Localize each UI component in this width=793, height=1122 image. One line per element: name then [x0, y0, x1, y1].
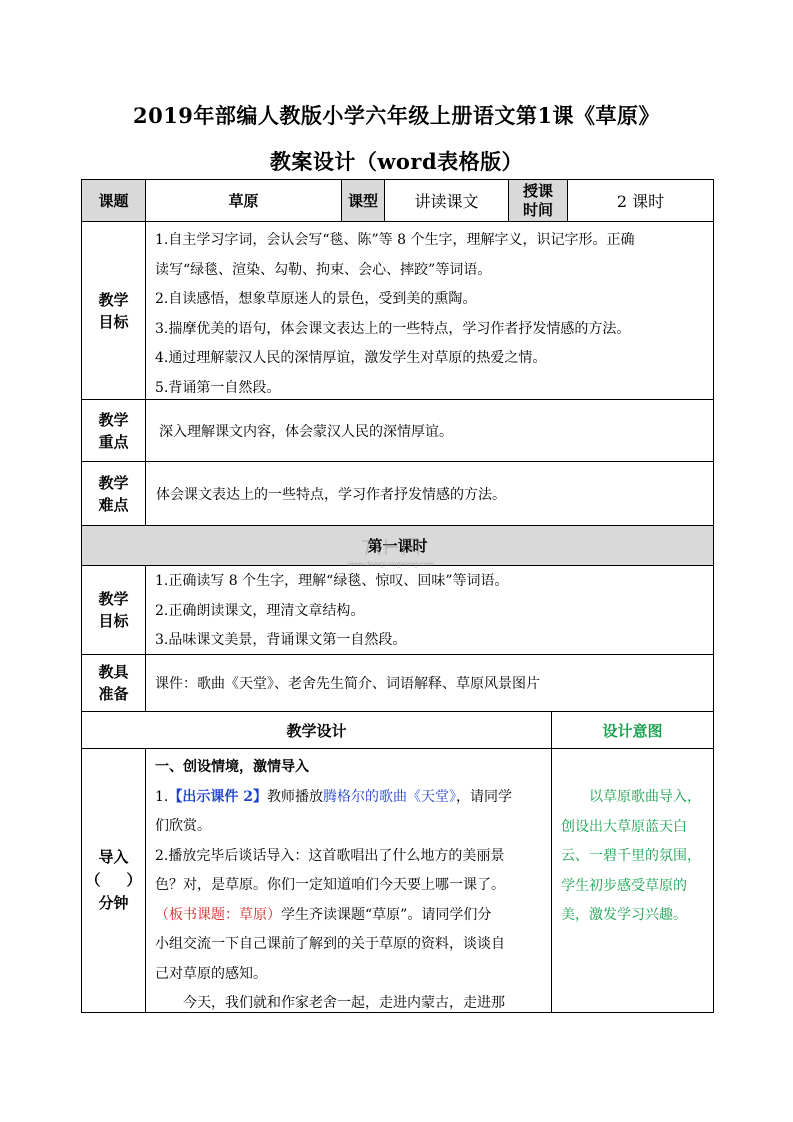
lesson-goal-item: 2.正确朗读课文，理清文章结构。: [155, 602, 365, 619]
focus-label-cell: [81, 400, 146, 462]
materials-label-cell: [81, 655, 146, 712]
intro-p2-line-3: [155, 901, 547, 931]
design-header-right: 设计意图: [552, 712, 714, 749]
intro-content-cell: [146, 749, 552, 1013]
intro-label-cell: [81, 749, 146, 1013]
intro-paragraph-1: [155, 783, 547, 813]
intro-p2-line-5: 己对草原的感知。: [155, 965, 267, 982]
intent-line: 创设出大草原蓝天白: [561, 818, 687, 835]
goal-item: 读写“绿毯、渲染、勾勒、拘束、会心、摔跤”等词语。: [155, 261, 492, 278]
intent-line: 云、一碧千里的氛围，: [561, 848, 701, 864]
intro-p1-end-a: ，请同学: [455, 788, 512, 805]
topic-label-cell: 课题: [81, 179, 146, 222]
hours-value-cell: 2 课时: [568, 179, 714, 222]
watermark-text: www.dearguangwang.com: [347, 560, 435, 568]
goals-label-cell: [81, 222, 146, 400]
type-value-cell: 讲读课文: [385, 179, 509, 222]
intro-paragraph-3: 今天，我们就和作家老舍一起，走进内蒙古，走进那: [183, 995, 505, 1011]
difficulty-label-line-1: 教学: [98, 473, 129, 492]
design-header-left: 教学设计: [81, 712, 552, 749]
intro-p1-mid: 教师播放: [266, 788, 323, 805]
difficulty-text: 体会课文表达上的一些特点，学习作者抒发情感的方法。: [156, 486, 506, 503]
intro-p2-line-4: 小组交流一下自己课前了解到的关于草原的资料，谈谈自: [155, 936, 505, 952]
hours-label-line-2: 时间: [522, 200, 553, 219]
goals-content-cell: [146, 222, 714, 400]
intro-p2-line-1: 2.播放完毕后谈话导入：这首歌唱出了什么地方的美丽景: [155, 847, 505, 864]
goals-label-line-2: 目标: [98, 312, 129, 331]
intent-line: 美，激发学习兴趣。: [561, 907, 687, 923]
focus-text: 深入理解课文内容，体会蒙汉人民的深情厚谊。: [159, 423, 453, 440]
document-title-line-2: 教案设计（word表格版）: [269, 149, 524, 174]
topic-value-cell: 草原: [146, 179, 342, 222]
goals-label-line-1: 教学: [98, 290, 129, 309]
intro-p1-end-b: 们欣赏。: [155, 818, 211, 834]
goal-item: 1.自主学习字词，会认会写“毯、陈”等 8 个生字，理解字义，识记字形。正确: [155, 232, 635, 248]
song-name: 腾格尔的歌曲《天堂》: [322, 788, 456, 805]
intro-label-line-2: （ ）: [85, 871, 142, 889]
hours-label-cell: [509, 179, 568, 222]
materials-content-cell: [146, 655, 714, 712]
focus-label-line-1: 教学: [98, 410, 129, 429]
document-title-line-1: 2019年部编人教版小学六年级上册语文第1课《草原》: [132, 103, 661, 128]
focus-content-cell: [146, 400, 714, 462]
board-title-note: （板书课题：草原）: [155, 906, 281, 923]
intro-label-line-3: 分钟: [98, 894, 129, 912]
section-title-cell: 第一课时: [81, 526, 714, 566]
difficulty-label-line-2: 难点: [98, 495, 129, 514]
lesson-goal-item: 3.品味课文美景，背诵课文第一自然段。: [155, 632, 407, 648]
intro-p1-prefix: 1.: [155, 788, 169, 805]
type-label-cell: 课型: [342, 179, 385, 222]
intent-line: 学生初步感受草原的: [561, 877, 687, 894]
lesson-goals-label-cell: [81, 566, 146, 655]
goal-item: 5.背诵第一自然段。: [155, 379, 281, 396]
difficulty-label-cell: [81, 462, 146, 526]
lesson-goals-content-cell: [146, 566, 714, 655]
focus-label-line-2: 重点: [98, 432, 129, 451]
intent-line: 以草原歌曲导入，: [589, 789, 701, 805]
materials-label-line-2: 准备: [98, 685, 129, 703]
materials-label-line-1: 教具: [98, 663, 129, 681]
intro-heading: 一、创设情境，激情导入: [155, 759, 309, 775]
intro-p2-line-3-end: 学生齐读课题“草原”。请同学们分: [281, 906, 492, 923]
lesson-goals-label-line-2: 目标: [98, 612, 129, 630]
materials-text: 课件：歌曲《天堂》、老舍先生简介、词语解释、草原风景图片: [155, 676, 540, 692]
goal-item: 4.通过理解蒙汉人民的深情厚谊，激发学生对草原的热爱之情。: [155, 350, 547, 366]
lesson-goal-item: 1.正确读写 8 个生字，理解“绿毯、惊叹、回味”等词语。: [155, 573, 509, 589]
goal-item: 2.自读感悟，想象草原迷人的景色，受到美的熏陶。: [155, 291, 477, 307]
goal-item: 3.揣摩优美的语句，体会课文表达上的一些特点，学习作者抒发情感的方法。: [155, 320, 631, 337]
difficulty-content-cell: [146, 462, 714, 526]
courseware-tag: 【出示课件 2】: [168, 788, 267, 805]
intro-p2-line-2: 色？对，是草原。你们一定知道咱们今天要上哪一课了。: [155, 877, 505, 893]
lesson-goals-label-line-1: 教学: [98, 590, 129, 608]
hours-label-line-1: 授课: [522, 181, 553, 200]
intro-label-line-1: 导入: [98, 848, 129, 866]
intro-intent-cell: [552, 749, 714, 1013]
